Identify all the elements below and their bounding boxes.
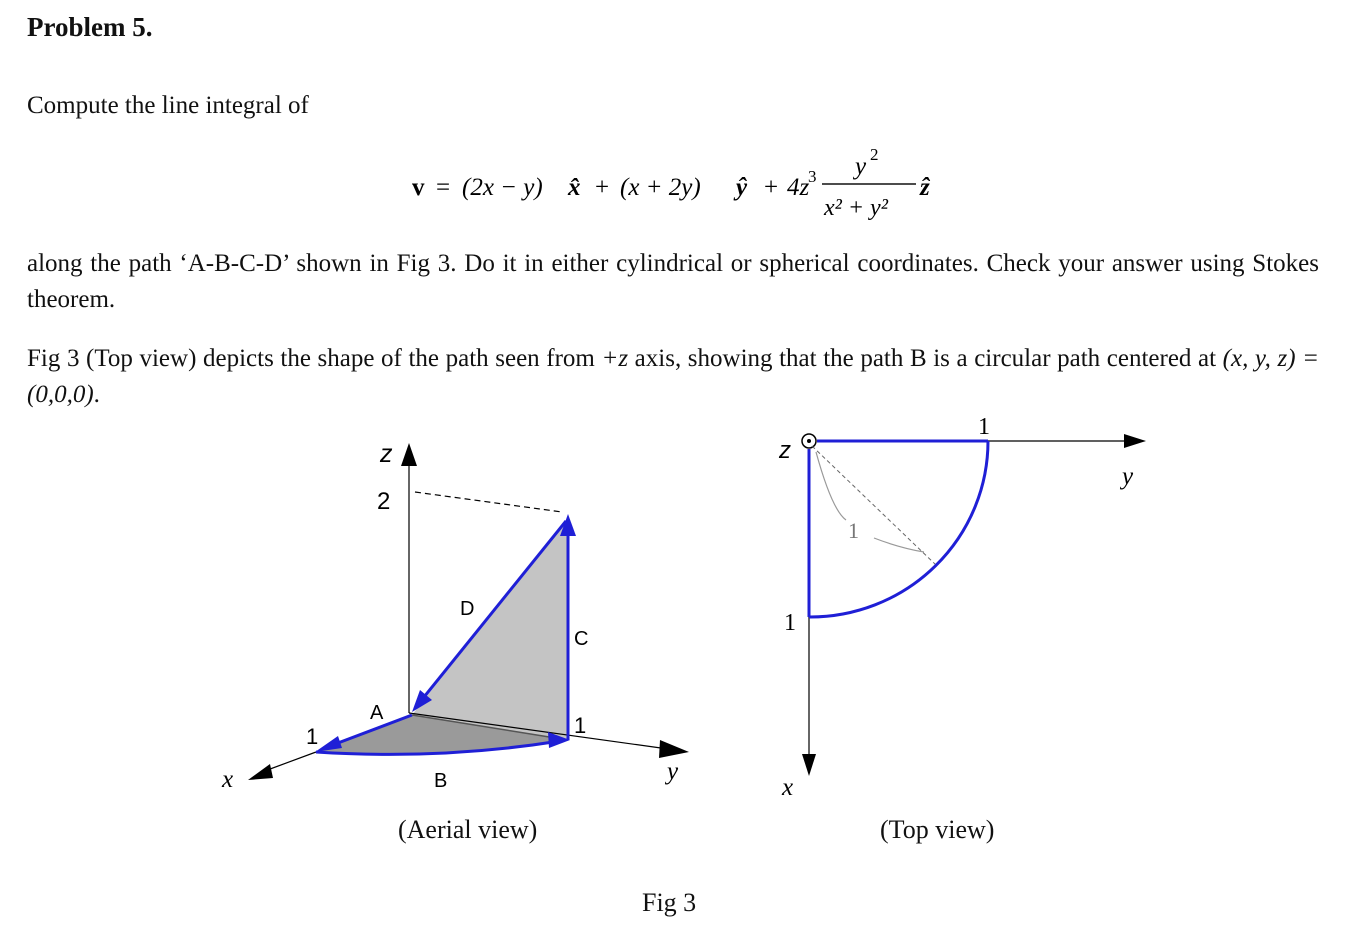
top-radius-label: 1 <box>848 518 859 543</box>
label-A: A <box>370 702 384 724</box>
figure-caption: Fig 3 <box>642 888 697 917</box>
eq-plus2: + <box>764 174 779 201</box>
top-x-arrowhead <box>802 754 816 776</box>
label-C: C <box>574 628 589 650</box>
aerial-y-label: y <box>667 758 679 785</box>
eq-denominator: x² + y² <box>824 195 888 221</box>
aerial-tick-y: 1 <box>574 713 587 738</box>
figdesc-part2: axis, showing that the path B is a circular path centered at <box>628 345 1223 372</box>
top-y-label: y <box>1122 463 1134 490</box>
aerial-view <box>221 440 689 793</box>
eq-equals: = <box>436 174 451 201</box>
radius-bracket-upper <box>816 452 846 520</box>
problem-title: Problem 5. <box>27 12 153 42</box>
eq-term1: (2x − y) <box>462 174 543 201</box>
shaded-triangle-surface <box>412 518 568 740</box>
radius-bracket-lower <box>874 538 924 552</box>
aerial-tick-x: 1 <box>306 724 319 749</box>
figdesc-part1: Fig 3 (Top view) depicts the shape of the path seen from <box>27 345 602 372</box>
aerial-y-arrowhead <box>659 740 689 758</box>
top-view-caption: (Top view) <box>880 815 995 844</box>
origin-dot-icon <box>807 439 811 443</box>
eq-plus1: + <box>595 174 610 201</box>
aerial-view-caption: (Aerial view) <box>398 815 538 844</box>
label-D: D <box>460 598 475 620</box>
top-z-label: z <box>779 437 791 464</box>
label-B: B <box>434 770 448 792</box>
along-path-text: along the path ‘A-B-C-D’ shown in Fig 3. Do it in either cylindrical or spherical coordinates. Check your answer using Stokes theorem. <box>27 250 1319 313</box>
aerial-dashed-guide <box>415 492 562 512</box>
aerial-x-arrowhead <box>248 764 273 780</box>
figdesc-part3: . <box>93 381 100 408</box>
figdesc-math2: (x, y, z) = (0,0,0) <box>27 345 1320 408</box>
top-y-arrowhead <box>1124 434 1146 448</box>
eq-term3-exp: 3 <box>808 167 817 186</box>
eq-zhat: ẑ <box>920 174 930 201</box>
aerial-tick-z: 2 <box>377 488 391 515</box>
aerial-x-label: x <box>222 766 234 793</box>
figdesc-math1: +z <box>601 345 629 372</box>
top-x-label: x <box>782 774 794 801</box>
eq-term2: (x + 2y) <box>620 174 701 201</box>
aerial-z-label: z <box>380 440 393 468</box>
eq-lhs: v <box>412 174 425 201</box>
eq-xhat: x̂ <box>568 174 581 201</box>
eq-numerator: y <box>855 153 867 180</box>
eq-term3: 4z <box>787 174 810 201</box>
aerial-z-arrowhead <box>401 443 417 466</box>
top-tick-y: 1 <box>978 414 990 440</box>
radius-dashed-line <box>812 446 936 565</box>
top-view <box>778 414 1146 801</box>
top-tick-x: 1 <box>784 610 796 636</box>
eq-yhat: ŷ <box>736 174 748 201</box>
intro-text: Compute the line integral of <box>27 92 309 119</box>
eq-numerator-exp: 2 <box>870 145 879 164</box>
